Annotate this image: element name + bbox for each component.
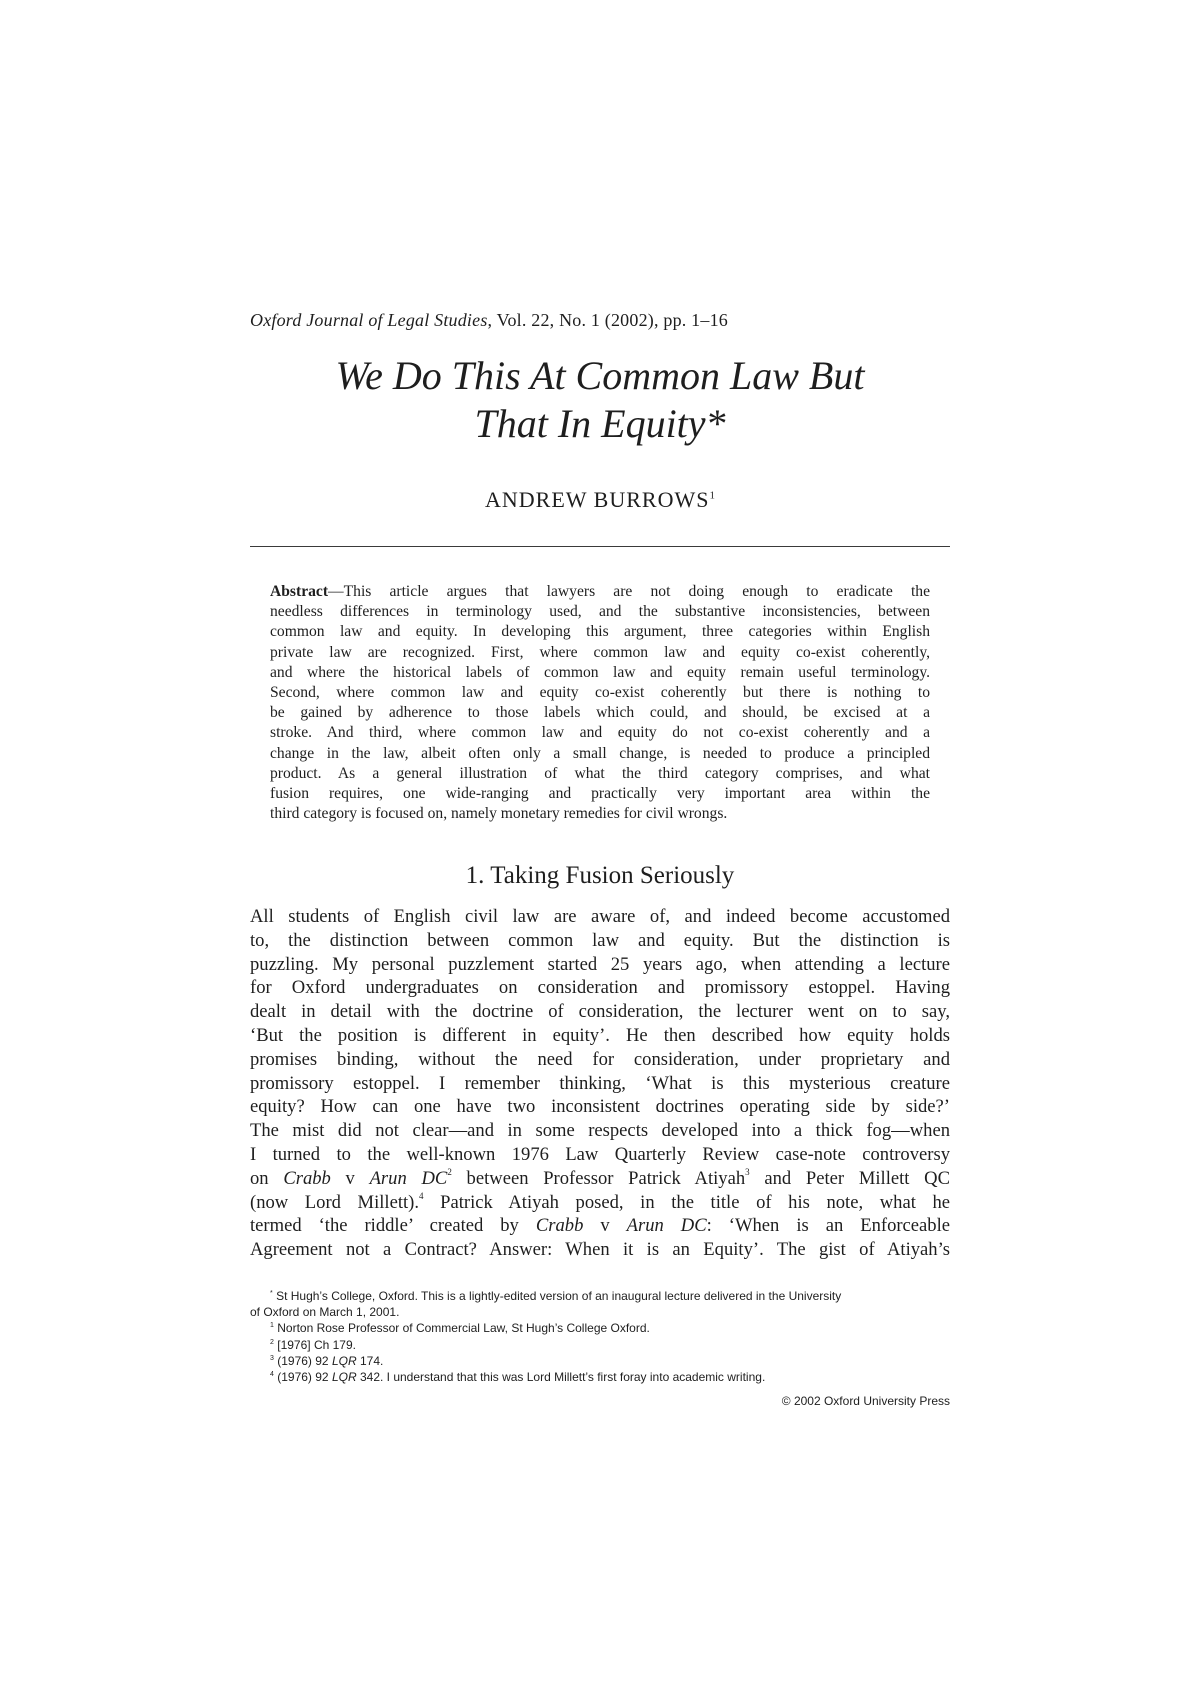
- abstract-line: private law are recognized. First, where common law and equity co-exist coherently,: [270, 643, 930, 661]
- footnote-text: St Hugh’s College, Oxford. This is a lightly-edited version of an inaugural lecture delivered in the University: [272, 1289, 842, 1303]
- body-text-run: and Peter Millett QC: [749, 1167, 951, 1189]
- footnote-text: [1976] Ch 179.: [273, 1337, 356, 1352]
- abstract-text: —This article argues that lawyers are not doing enough to eradicate the: [328, 583, 930, 600]
- case-name: Crabb: [283, 1167, 331, 1189]
- footnote-marker: 2: [270, 1338, 274, 1346]
- footnotes: [250, 1288, 950, 1385]
- body-line: [250, 1191, 950, 1215]
- body-line: I turned to the well-known 1976 Law Quarterly Review case-note controversy: [250, 1143, 950, 1165]
- footnote-text: (1976) 92: [273, 1370, 332, 1385]
- body-line: ‘But the position is different in equity’. He then described how equity holds: [250, 1024, 950, 1046]
- body-line: The mist did not clear—and in some respects developed into a thick fog—when: [250, 1120, 950, 1142]
- body-text-run: termed ‘the riddle’ created by: [250, 1215, 536, 1237]
- body-line: [250, 1214, 950, 1238]
- footnote-2: [250, 1337, 950, 1353]
- copyright-notice: © 2002 Oxford University Press: [781, 1394, 950, 1408]
- journal-citation: [250, 310, 728, 331]
- article-title-line-1: We Do This At Common Law But: [335, 353, 865, 398]
- footnote-marker: *: [270, 1290, 273, 1297]
- footnote-1: [250, 1320, 950, 1336]
- abstract-line: third category is focused on, namely monetary remedies for civil wrongs.: [270, 805, 728, 823]
- body-line: puzzling. My personal puzzlement started 25 years ago, when attending a lecture: [250, 953, 950, 975]
- author-footnote-marker: 1: [709, 489, 715, 502]
- journal-abbrev: LQR: [331, 1370, 357, 1385]
- abstract-line: product. As a general illustration of what the third category comprises, and what: [270, 764, 930, 782]
- body-line: Agreement not a Contract? Answer: When it is an Equity’. The gist of Atiyah’s: [250, 1239, 950, 1261]
- body-text-run: v: [583, 1215, 627, 1237]
- article-title-line-2: That In Equity*: [474, 401, 726, 446]
- volume-info: , Vol. 22, No. 1 (2002), pp. 1–16: [487, 310, 728, 330]
- body-line: All students of English civil law are aware of, and indeed become accustomed: [250, 906, 950, 927]
- footnote-star: [250, 1288, 950, 1304]
- abstract: [270, 582, 930, 824]
- body-text-run: Patrick Atiyah posed, in the title of his note, what he: [423, 1191, 951, 1213]
- footnote-ref: 2: [447, 1166, 452, 1177]
- author-name: [250, 487, 950, 513]
- abstract-line: common law and equity. In developing this argument, three categories within English: [270, 623, 930, 641]
- abstract-line: change in the law, albeit often only a small change, is needed to produce a principled: [270, 744, 930, 762]
- body-line: equity? How can one have two inconsistent doctrines operating side by side?’: [250, 1096, 950, 1118]
- abstract-line: stroke. And third, where common law and equity do not co-exist coherently and a: [270, 724, 930, 742]
- journal-name: Oxford Journal of Legal Studies: [250, 310, 488, 330]
- footnote-text: Norton Rose Professor of Commercial Law, St Hugh’s College Oxford.: [273, 1321, 650, 1336]
- body-text-run: on: [250, 1167, 284, 1189]
- body-line: promises binding, without the need for consideration, under proprietary and: [250, 1048, 950, 1070]
- body-paragraph: [250, 905, 950, 1262]
- title-divider: [250, 546, 950, 547]
- footnote-star-continued: of Oxford on March 1, 2001.: [250, 1305, 400, 1320]
- abstract-line: fusion requires, one wide-ranging and practically very important area within the: [270, 785, 930, 803]
- body-line: promissory estoppel. I remember thinking, ‘What is this mysterious creature: [250, 1072, 950, 1094]
- author-text: ANDREW BURROWS: [485, 487, 710, 512]
- footnote-text: 342. I understand that this was Lord Millett’s first foray into academic writing.: [356, 1370, 766, 1385]
- body-text-run: v: [330, 1167, 370, 1189]
- body-text-run: : ‘When is an Enforceable: [706, 1215, 951, 1237]
- section-heading: 1. Taking Fusion Seriously: [465, 862, 735, 889]
- abstract-label: Abstract: [270, 583, 329, 600]
- body-line: [250, 1167, 950, 1191]
- body-line: dealt in detail with the doctrine of consideration, the lecturer went on to say,: [250, 1001, 950, 1023]
- body-text-run: (now Lord Millett).: [250, 1191, 420, 1213]
- abstract-line: Second, where common law and equity co-exist coherently but there is nothing to: [270, 684, 930, 702]
- footnote-text: 174.: [356, 1353, 384, 1368]
- case-name: Crabb: [535, 1215, 584, 1237]
- footnote-marker: 1: [270, 1322, 274, 1330]
- abstract-line: [270, 582, 930, 602]
- body-text-run: between Professor Patrick Atiyah: [451, 1167, 746, 1189]
- abstract-line: be gained by adherence to those labels which could, and should, be excised at a: [270, 704, 930, 722]
- case-name: Arun DC: [626, 1215, 707, 1237]
- footnote-ref: 4: [419, 1190, 424, 1201]
- footnote-marker: 4: [270, 1371, 274, 1379]
- footnote-text: (1976) 92: [273, 1353, 332, 1368]
- abstract-line: and where the historical labels of common law and equity remain useful terminology.: [270, 663, 930, 681]
- journal-abbrev: LQR: [331, 1353, 357, 1368]
- footnote-4: [250, 1369, 950, 1385]
- body-line: for Oxford undergraduates on consideration and promissory estoppel. Having: [250, 977, 950, 999]
- footnote-marker: 3: [270, 1354, 274, 1362]
- footnote-ref: 3: [745, 1166, 750, 1177]
- footnote-3: [250, 1353, 950, 1369]
- abstract-line: needless differences in terminology used, and the substantive inconsistencies, between: [270, 603, 930, 621]
- body-line: to, the distinction between common law and equity. But the distinction is: [250, 929, 950, 951]
- case-name: Arun DC: [369, 1167, 448, 1189]
